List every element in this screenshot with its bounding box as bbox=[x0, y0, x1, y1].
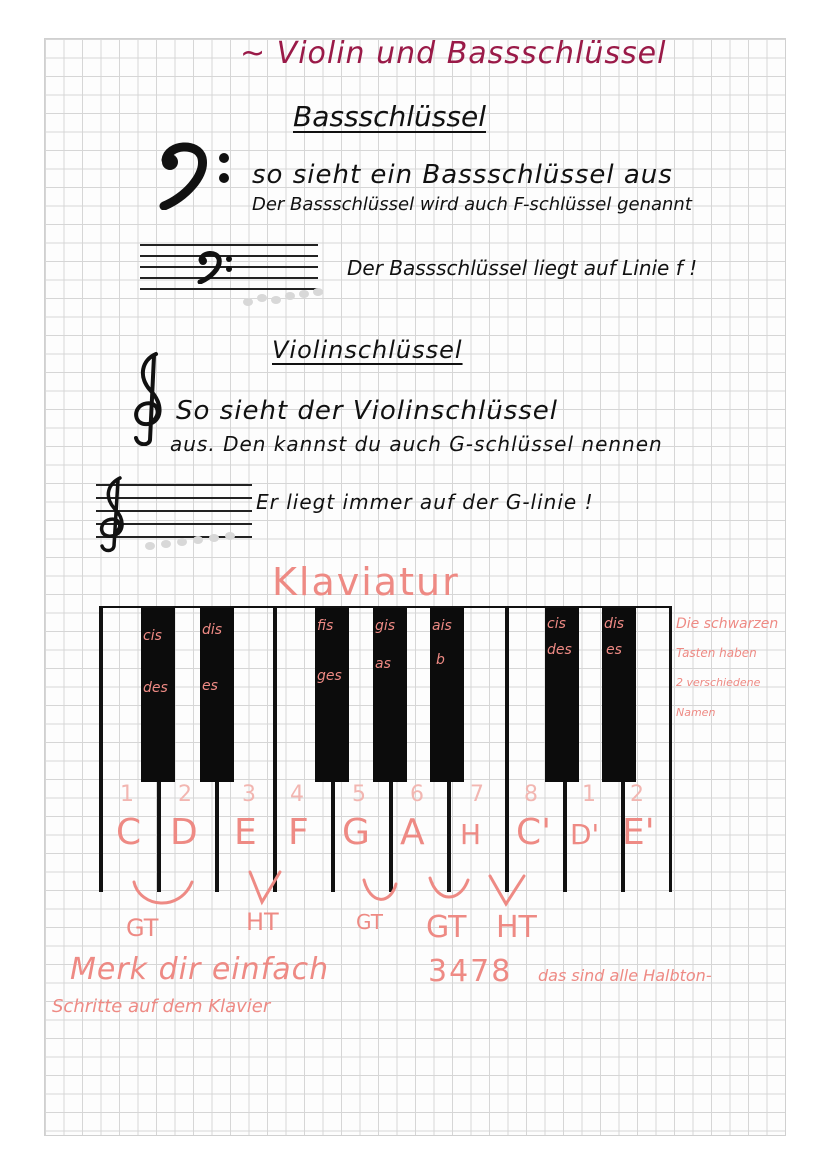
step-label: GT bbox=[126, 914, 159, 942]
black-key-top-label: ais bbox=[432, 618, 452, 634]
black-key bbox=[430, 608, 464, 782]
violin-heading: Violinschlüssel bbox=[272, 336, 463, 364]
bass-line-1: so sieht ein Bassschlüssel aus bbox=[252, 160, 673, 190]
key-number: 4 bbox=[290, 782, 304, 807]
black-key-bottom-label: des bbox=[143, 680, 168, 696]
bass-heading: Bassschlüssel bbox=[293, 100, 486, 133]
key-number: 7 bbox=[470, 782, 484, 807]
bass-faint-notes bbox=[240, 284, 340, 308]
step-label: HT bbox=[246, 908, 279, 936]
treble-clef-small-icon bbox=[94, 474, 138, 554]
footer-line-1c: das sind alle Halbton- bbox=[538, 966, 712, 985]
side-note-line: Tasten haben bbox=[676, 646, 757, 660]
black-key-bottom-label: es bbox=[606, 642, 622, 658]
key-name: E' bbox=[622, 812, 655, 853]
treble-clef-icon bbox=[128, 350, 176, 446]
black-key bbox=[602, 608, 636, 782]
black-key-bottom-label: b bbox=[436, 652, 445, 668]
footer-line-1b: 3478 bbox=[428, 954, 513, 989]
black-key bbox=[200, 608, 234, 782]
key-name: H bbox=[460, 818, 482, 851]
footer-line-1a: Merk dir einfach bbox=[70, 952, 330, 987]
key-name: E bbox=[234, 812, 257, 853]
black-key bbox=[315, 608, 349, 782]
keyboard-heading: Klaviatur bbox=[272, 560, 460, 604]
black-key-bottom-label: des bbox=[547, 642, 572, 658]
bass-staff-note: Der Bassschlüssel liegt auf Linie f ! bbox=[347, 256, 698, 280]
step-label: GT bbox=[426, 910, 467, 945]
black-key-bottom-label: as bbox=[375, 656, 391, 672]
key-number: 1 bbox=[120, 782, 134, 807]
black-key bbox=[545, 608, 579, 782]
black-key-top-label: cis bbox=[547, 616, 566, 632]
key-name: F bbox=[288, 812, 309, 853]
black-key-top-label: gis bbox=[375, 618, 396, 634]
key-name: D' bbox=[570, 818, 600, 851]
key-name: C bbox=[116, 812, 142, 853]
black-key-top-label: dis bbox=[202, 622, 223, 638]
key-name: C' bbox=[516, 812, 552, 853]
black-key-bottom-label: ges bbox=[317, 668, 342, 684]
page-title: ~ Violin und Bassschlüssel bbox=[240, 36, 667, 71]
key-number: 5 bbox=[352, 782, 366, 807]
key-number: 6 bbox=[410, 782, 424, 807]
side-note-line: Namen bbox=[676, 706, 716, 719]
key-number: 2 bbox=[178, 782, 192, 807]
black-key bbox=[141, 608, 175, 782]
key-name: G bbox=[342, 812, 370, 853]
key-name: A bbox=[400, 812, 425, 853]
step-markers bbox=[100, 868, 560, 918]
key-number: 2 bbox=[630, 782, 644, 807]
step-label: GT bbox=[356, 910, 384, 934]
black-key bbox=[373, 608, 407, 782]
black-key-bottom-label: es bbox=[202, 678, 218, 694]
bass-clef-icon bbox=[158, 140, 238, 210]
key-number: 3 bbox=[242, 782, 256, 807]
bass-clef-small-icon bbox=[197, 250, 237, 284]
bass-line-2: Der Bassschlüssel wird auch F-schlüssel genannt bbox=[252, 194, 692, 215]
key-number: 8 bbox=[524, 782, 538, 807]
violin-line-1: So sieht der Violinschlüssel bbox=[176, 396, 559, 426]
side-note-line: Die schwarzen bbox=[676, 616, 779, 632]
violin-faint-notes bbox=[140, 528, 260, 552]
key-name: D bbox=[170, 812, 198, 853]
black-key-top-label: dis bbox=[604, 616, 625, 632]
side-note-line: 2 verschiedene bbox=[676, 676, 761, 689]
violin-staff-note: Er liegt immer auf der G-linie ! bbox=[256, 490, 594, 514]
key-number: 1 bbox=[582, 782, 596, 807]
step-label: HT bbox=[496, 910, 537, 945]
black-key-top-label: cis bbox=[143, 628, 162, 644]
violin-line-2: aus. Den kannst du auch G-schlüssel nennen bbox=[170, 432, 663, 456]
footer-line-2: Schritte auf dem Klavier bbox=[52, 996, 271, 1017]
black-key-top-label: fis bbox=[317, 618, 334, 634]
